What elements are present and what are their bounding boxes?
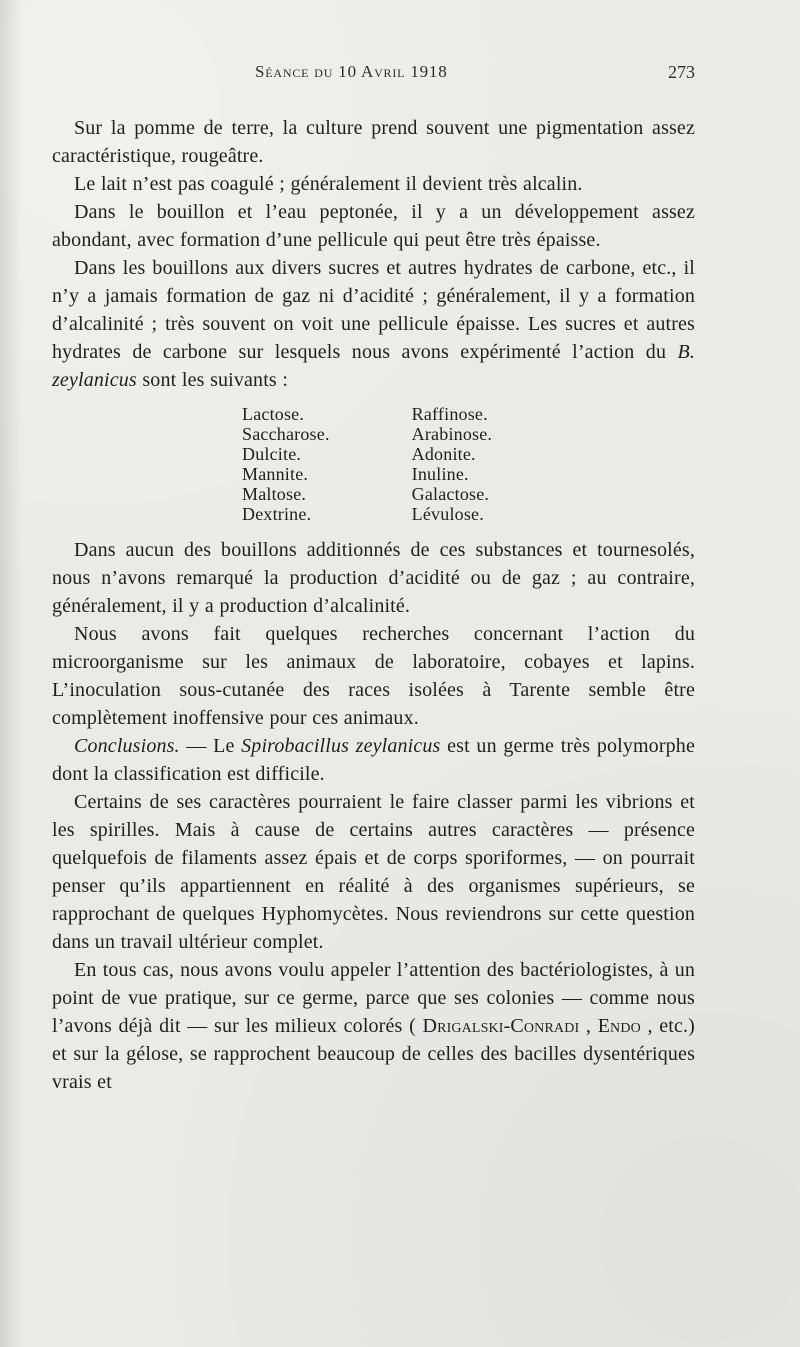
page-header [52,62,695,90]
sugar-item: Adonite. [411,444,476,464]
sugar-item: Dulcite. [242,444,302,464]
sugar-list-right-column [412,404,492,524]
paragraph-acidity: Dans aucun des bouillons additionnés de ces substances et tournesolés, nous n’avons remarqué la production d’acidité ou de gaz ; au contraire, généralement, il y a production d’alcalinité. [52,539,695,617]
paragraph-sugars-part-1: Dans les bouillons aux divers sucres et autres hydrates de carbone, etc., il n’y a jamais formation de gaz ni d’acidité ; généralement, il y a formation d’alcalinité ; très souvent on voit une pellicule épaisse. Les sucres et autres hydrates de carbone sur lesquels nous avons expérimenté l’action du [52,257,695,363]
article-body [52,114,695,1096]
page-number: 273 [668,62,695,82]
sugar-item: Saccharose. [242,424,330,444]
paragraph-potato-culture: Sur la pomme de terre, la culture prend souvent une pigmentation assez caractéristique, rougeâtre. [52,117,695,167]
sugar-item: Maltose. [242,484,307,504]
spirobacillus-name: Spirobacillus zeylanicus [241,735,441,757]
author-endo: Endo [597,1015,641,1037]
paragraph-classification: Certains de ses caractères pourraient le faire classer parmi les vibrions et les spirilles. Mais à cause de certains autres caractères — présence quelquefois de filaments assez épais et de corps sporiformes, — on pourrait penser qu’ils appartiennent en réalité à des organismes supérieurs, se rapprochant de quelques Hyphomycètes. Nous reviendrons sur cette question dans un travail ultérieur complet. [52,791,695,953]
paragraph-broth: Dans le bouillon et l’eau peptonée, il y a un développement assez abondant, avec formation d’une pellicule qui peut être très épaisse. [52,201,695,251]
paragraph-sugars-part-2: sont les suivants : [142,369,289,391]
sugar-item: Galactose. [411,484,490,504]
sugar-item: Lévulose. [411,504,484,524]
practical-note-separator: , [585,1015,598,1037]
page-edge-shadow [0,0,22,1347]
species-name-italic: B. zeylanicus [52,341,695,391]
conclusions-heading: Conclusions. [74,735,180,757]
conclusions-text-1: — Le [186,735,242,757]
author-drigalski-conradi: Drigalski-Conradi [422,1015,580,1037]
sugar-item: Inuline. [411,464,469,484]
sugar-item: Raffinose. [411,404,488,424]
sugar-item: Arabinose. [411,424,493,444]
sugar-list [242,404,602,524]
practical-note-part-2: , etc.) et sur la gélose, se rapprochent beaucoup de celles des bacilles dysentériques vrais et [52,1015,695,1093]
paragraph-conclusions [52,732,695,788]
sugar-list-left-column [242,404,330,524]
practical-note-part-1: En tous cas, nous avons voulu appeler l’attention des bactériologistes, à un point de vue pratique, sur ce germe, parce que ses colonies — comme nous l’avons déjà dit — sur les milieux colorés ( [52,959,695,1037]
sugar-item: Dextrine. [242,504,312,524]
paragraph-animal-tests: Nous avons fait quelques recherches concernant l’action du microorganisme sur les animaux de laboratoire, cobayes et lapins. L’inoculation sous-cutanée des races isolées à Tarente semble être complètement inoffensive pour ces animaux. [52,623,695,729]
conclusions-text-2: est un germe très polymorphe dont la classification est difficile. [52,735,695,785]
paragraph-milk: Le lait n’est pas coagulé ; généralement il devient très alcalin. [74,173,583,195]
paragraph-practical-note [52,956,695,1096]
paragraph-sugars [52,254,695,394]
sugar-item: Mannite. [242,464,309,484]
sugar-item: Lactose. [242,404,305,424]
running-title: Séance du 10 Avril 1918 [255,62,448,81]
